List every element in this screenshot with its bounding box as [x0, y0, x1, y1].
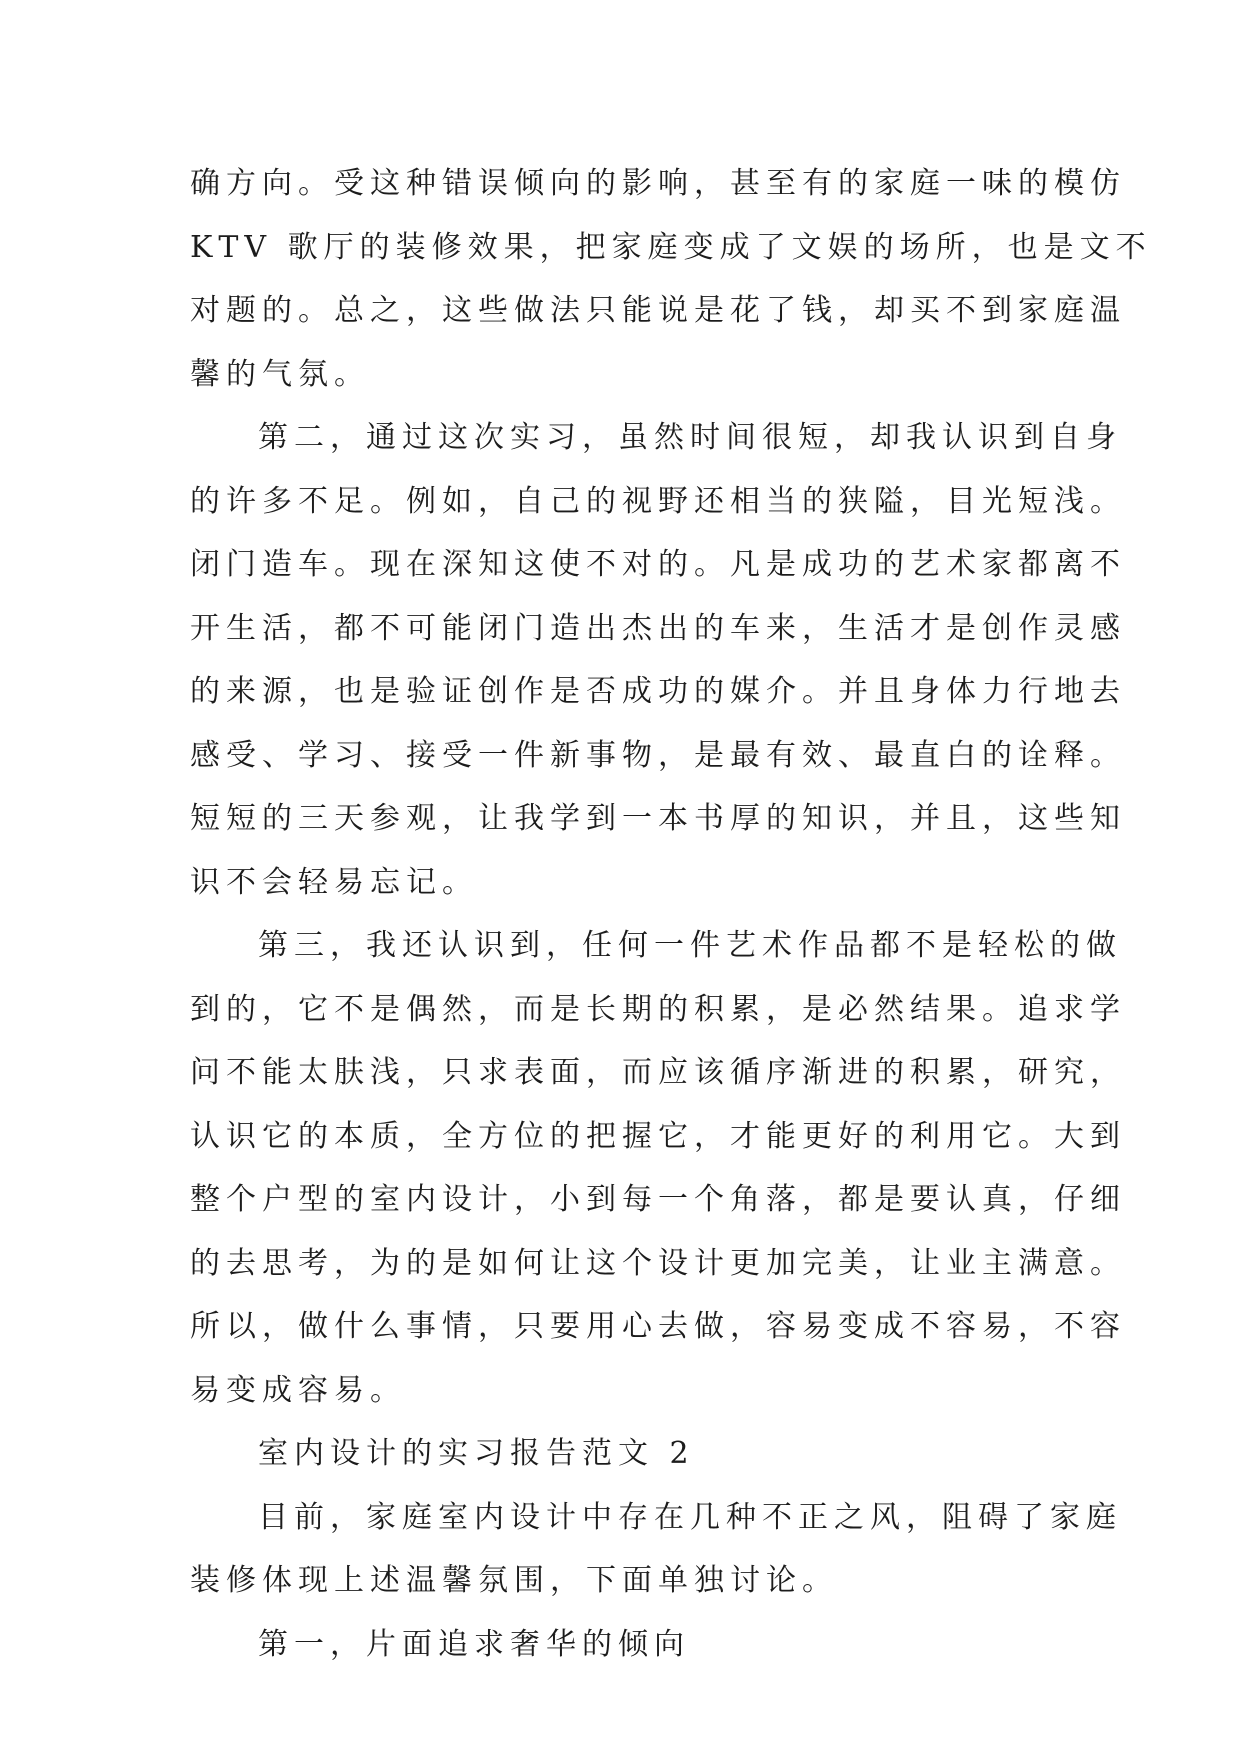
text-line: 馨的气氛。 [190, 356, 370, 392]
text-line: 的去思考，为的是如何让这个设计更加完美，让业主满意。 [190, 1245, 1126, 1281]
text-line: 第二，通过这次实习，虽然时间很短，却我认识到自身 [258, 420, 1122, 455]
text-line: 问不能太肤浅，只求表面，而应该循序渐进的积累，研究， [190, 1055, 1126, 1090]
text-line: 所以，做什么事情，只要用心去做，容易变成不容易，不容 [190, 1309, 1126, 1344]
text-line: 对题的。总之，这些做法只能说是花了钱，却买不到家庭温 [190, 293, 1126, 328]
text-line: 闭门造车。现在深知这使不对的。凡是成功的艺术家都离不 [190, 547, 1126, 582]
text-line: 的来源，也是验证创作是否成功的媒介。并且身体力行地去 [190, 674, 1126, 709]
text-line: 第三，我还认识到，任何一件艺术作品都不是轻松的做 [258, 928, 1122, 963]
body-text [190, 152, 1152, 1676]
text-line: 感受、学习、接受一件新事物，是最有效、最直白的诠释。 [190, 737, 1126, 773]
text-line: 确方向。受这种错误倾向的影响，甚至有的家庭一味的模仿 [190, 166, 1126, 201]
text-line: 目前，家庭室内设计中存在几种不正之风，阻碍了家庭 [258, 1499, 1122, 1535]
text-line: 装修体现上述温馨氛围，下面单独讨论。 [190, 1563, 838, 1598]
text-line: 易变成容易。 [190, 1372, 406, 1408]
text-line: 到的，它不是偶然，而是长期的积累，是必然结果。追求学 [190, 991, 1126, 1027]
text-line: 第一，片面追求奢华的倾向 [258, 1626, 690, 1662]
text-line: 认识它的本质，全方位的把握它，才能更好的利用它。大到 [190, 1118, 1126, 1154]
text-line: 的许多不足。例如，自己的视野还相当的狭隘，目光短浅。 [190, 483, 1126, 519]
text-line: 开生活，都不可能闭门造出杰出的车来，生活才是创作灵感 [190, 610, 1126, 646]
section-heading: 室内设计的实习报告范文 2 [258, 1436, 695, 1471]
text-line: 短短的三天参观，让我学到一本书厚的知识，并且，这些知 [190, 801, 1126, 836]
text-line: KTV 歌厅的装修效果，把家庭变成了文娱的场所，也是文不 [190, 229, 1152, 265]
text-line: 识不会轻易忘记。 [190, 864, 478, 900]
text-line: 整个户型的室内设计，小到每一个角落，都是要认真，仔细 [190, 1182, 1126, 1217]
